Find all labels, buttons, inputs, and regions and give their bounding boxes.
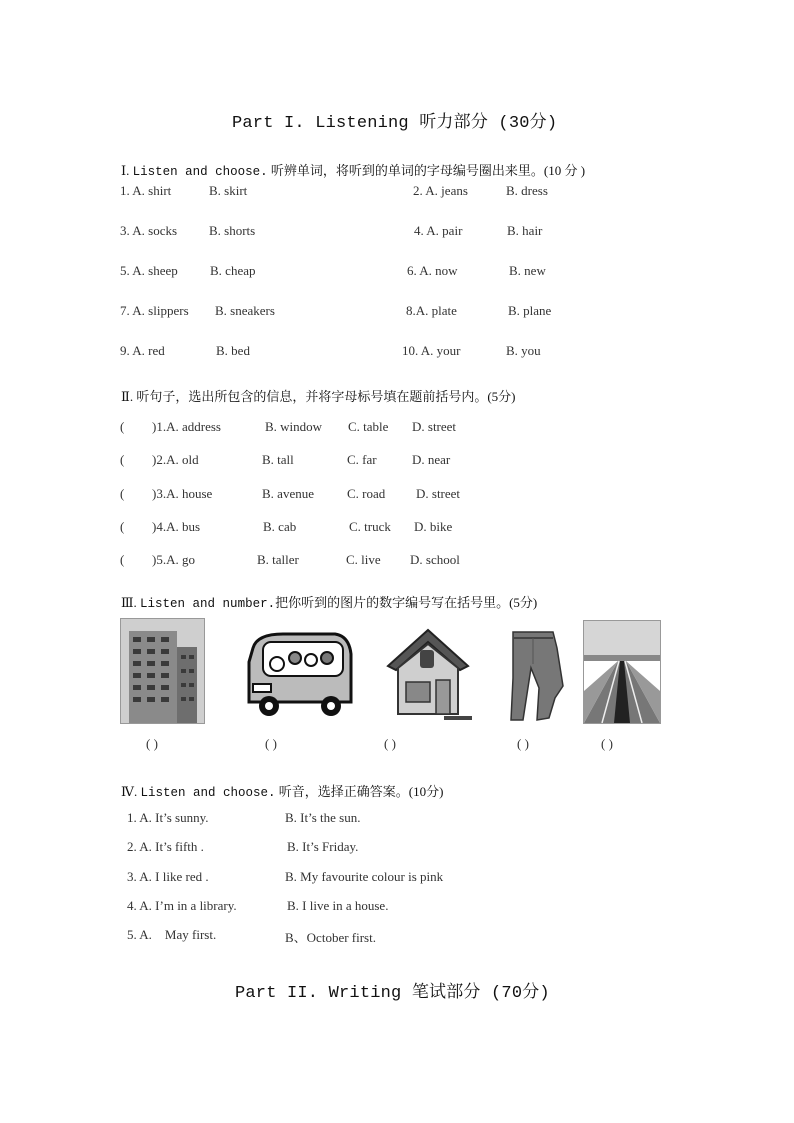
s1-item-7	[120, 303, 189, 319]
s2-item-4-b: B. cab	[263, 519, 297, 534]
s4-item-5-a: 5. A. May first.	[127, 927, 217, 942]
section4-label: Ⅳ.	[121, 784, 138, 799]
option-a: A. address	[166, 419, 221, 434]
house-picture	[380, 622, 475, 722]
s2-item-4-d: D. bike	[414, 519, 453, 534]
s2-item-2-a	[152, 452, 199, 468]
item-number: 8.	[406, 303, 416, 318]
s1-item-6-b: B. new	[509, 263, 546, 278]
jeans-photo	[505, 628, 567, 722]
option-a: A. socks	[132, 223, 178, 238]
s1-item-9-b: B. bed	[216, 343, 250, 358]
s1-item-4	[414, 223, 462, 239]
s2-item-1-a	[152, 419, 221, 435]
s4-item-3-a: 3. A. I like red .	[127, 869, 209, 884]
picture-blank-1[interactable]: ( )	[146, 736, 158, 751]
section4-heading	[121, 781, 443, 800]
s4-item-1-a: 1. A. It’s sunny.	[127, 810, 209, 825]
s4-item-2-a: 2. A. It’s fifth .	[127, 839, 204, 854]
highway-photo	[583, 620, 661, 724]
s2-item-2-d: D. near	[412, 452, 451, 467]
s2-item-3-c: C. road	[347, 486, 386, 501]
section1-title-cn: 听辨单词，将听到的单词的字母编号圈出来里。(10 分 )	[270, 163, 586, 178]
item-number: )2.	[152, 452, 167, 467]
section1-title-en: Listen and choose.	[132, 165, 268, 179]
option-a: A. go	[166, 552, 195, 567]
item-number: )1.	[152, 419, 167, 434]
s1-item-2-b: B. dress	[506, 183, 548, 198]
item-number: 4.	[414, 223, 424, 238]
s2-item-3-b: B. avenue	[262, 486, 314, 501]
s2-open-paren-5: (	[120, 552, 125, 567]
s2-open-paren-3: (	[120, 486, 125, 501]
section3-title-en: Listen and number.	[140, 597, 276, 611]
s4-item-3-b: B. My favourite colour is pink	[285, 869, 444, 884]
option-a: A. house	[166, 486, 213, 501]
s2-item-5-b: B. taller	[257, 552, 299, 567]
item-number: 1.	[120, 183, 130, 198]
s2-item-3-a	[152, 486, 212, 502]
picture-blank-2[interactable]: ( )	[265, 736, 277, 751]
s1-item-1-b: B. skirt	[209, 183, 248, 198]
s1-item-7-b: B. sneakers	[215, 303, 275, 318]
item-number: 5.	[120, 263, 130, 278]
picture-blank-3[interactable]: ( )	[384, 736, 396, 751]
s4-item-2-b: B. It’s Friday.	[287, 839, 359, 854]
item-number: 10.	[402, 343, 419, 358]
s2-item-5-a	[152, 552, 195, 568]
s1-item-8-b: B. plane	[508, 303, 552, 318]
item-number: 7.	[120, 303, 130, 318]
s1-item-6	[407, 263, 458, 279]
s1-item-9	[120, 343, 165, 359]
section3-heading	[121, 592, 537, 611]
school-bus-picture	[243, 628, 355, 722]
part2-title: Part II. Writing 笔试部分 (70分)	[235, 984, 550, 1003]
s4-item-4-b: B. I live in a house.	[287, 898, 389, 913]
s1-item-8	[406, 303, 457, 319]
item-number: 6.	[407, 263, 417, 278]
s2-open-paren-1: (	[120, 419, 125, 434]
option-a: A. red	[132, 343, 165, 358]
option-a: A. old	[166, 452, 199, 467]
part1-title: Part I. Listening 听力部分 (30分)	[232, 114, 558, 133]
item-number: )4.	[152, 519, 167, 534]
s1-item-1	[120, 183, 171, 199]
s2-item-2-b: B. tall	[262, 452, 294, 467]
s2-item-4-c: C. truck	[349, 519, 391, 534]
s1-item-10-b: B. you	[506, 343, 541, 358]
option-a: A. plate	[415, 303, 457, 318]
section1-label: Ⅰ.	[121, 163, 130, 178]
section4-title-cn: 听音，选择正确答案。(10分)	[278, 784, 444, 799]
option-a: A. slippers	[132, 303, 189, 318]
s1-item-4-b: B. hair	[507, 223, 543, 238]
s4-item-4-a: 4. A. I’m in a library.	[127, 898, 237, 913]
s2-item-2-c: C. far	[347, 452, 377, 467]
option-a: A. bus	[166, 519, 201, 534]
item-number: 2.	[413, 183, 423, 198]
section3-title-cn: 把你听到的图片的数字编号写在括号里。(5分)	[275, 595, 538, 610]
s2-item-5-d: D. school	[410, 552, 460, 567]
s1-item-5-b: B. cheap	[210, 263, 256, 278]
option-a: A. shirt	[132, 183, 172, 198]
s2-item-1-d: D. street	[412, 419, 457, 434]
s2-item-1-b: B. window	[265, 419, 323, 434]
s4-item-5-b: B、October first.	[285, 930, 376, 945]
item-number: )3.	[152, 486, 167, 501]
s1-item-2	[413, 183, 468, 199]
picture-blank-4[interactable]: ( )	[517, 736, 529, 751]
s2-item-5-c: C. live	[346, 552, 381, 567]
s1-item-5	[120, 263, 178, 279]
section4-title-en: Listen and choose.	[140, 786, 276, 800]
s4-item-1-b: B. It’s the sun.	[285, 810, 361, 825]
option-a: A. sheep	[132, 263, 178, 278]
s2-item-4-a	[152, 519, 200, 535]
option-a: A. your	[420, 343, 461, 358]
s1-item-3	[120, 223, 177, 239]
option-a: A. pair	[426, 223, 463, 238]
item-number: )5.	[152, 552, 167, 567]
picture-blank-5[interactable]: ( )	[601, 736, 613, 751]
building-photo	[120, 618, 205, 724]
s1-item-10	[402, 343, 461, 359]
s1-item-3-b: B. shorts	[209, 223, 256, 238]
item-number: 3.	[120, 223, 130, 238]
section3-label: Ⅲ.	[121, 595, 137, 610]
s2-open-paren-2: (	[120, 452, 125, 467]
item-number: 9.	[120, 343, 130, 358]
option-a: A. now	[419, 263, 458, 278]
s2-item-3-d: D. street	[416, 486, 461, 501]
s2-open-paren-4: (	[120, 519, 125, 534]
section1-heading	[121, 160, 585, 179]
section2-heading: Ⅱ. 听句子，选出所包含的信息，并将字母标号填在题前括号内。(5分)	[121, 389, 516, 404]
s2-item-1-c: C. table	[348, 419, 389, 434]
option-a: A. jeans	[425, 183, 468, 198]
